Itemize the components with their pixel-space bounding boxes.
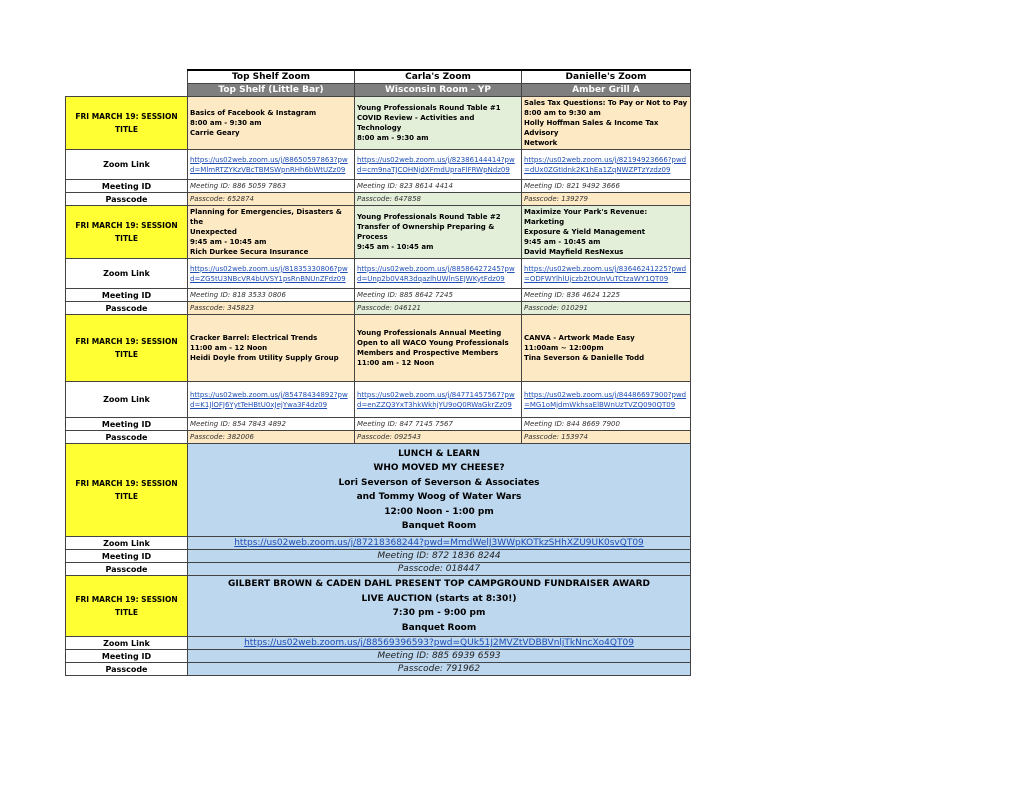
- session-3-talk-top-shelf: [188, 315, 355, 382]
- session-title-label: FRI MARCH 19: SESSION TITLE: [66, 206, 188, 259]
- talk-line: 8:00 am - 9:30 am: [190, 119, 262, 127]
- passcode-s2-amber-grill: Passcode: 010291: [522, 302, 691, 315]
- talk-line: Young Professionals Round Table #1: [357, 104, 501, 112]
- talk-line: Rich Durkee Secura Insurance: [190, 248, 309, 256]
- meeting-id-s3-wisconsin: Meeting ID: 847 7145 7567: [355, 418, 522, 431]
- meeting-id-s1-top-shelf: Meeting ID: 886 5059 7863: [188, 180, 355, 193]
- zoom-link-s1-top-shelf[interactable]: https://us02web.zoom.us/j/88650597863?pwd=MlmRTZYKzVBcTBMSWpnRHh6bWtUZz09: [188, 150, 355, 180]
- lunch-line: Lori Severson of Severson & Associates: [338, 477, 540, 488]
- talk-line: Network: [524, 139, 558, 147]
- lunch-line: Banquet Room: [401, 521, 477, 531]
- talk-line: Transfer of Ownership Preparing & Process: [357, 223, 495, 241]
- zoom-link-label: Zoom Link: [66, 150, 188, 180]
- talk-line: 11:00 am - 12 Noon: [190, 344, 268, 352]
- zoom-link-label: Zoom Link: [66, 637, 188, 650]
- talk-line: Holly Hoffman Sales & Income Tax Advisory: [524, 119, 659, 137]
- passcode-s3-amber-grill: Passcode: 153974: [522, 431, 691, 444]
- auction-line: LIVE AUCTION (starts at 8:30!): [361, 593, 517, 604]
- session-1-talk-wisconsin: [355, 97, 522, 150]
- room-blank-cell: [66, 84, 188, 97]
- zoom-link-label: Zoom Link: [66, 382, 188, 418]
- session-title-label: FRI MARCH 19: SESSION TITLE: [66, 444, 188, 537]
- talk-line: CANVA - Artwork Made Easy: [524, 334, 635, 342]
- zoom-link-s2-amber-grill[interactable]: https://us02web.zoom.us/j/83646241225?pwd=ODFWYlhlUjczb2tOUnVuTCtzaWY1QT09: [522, 259, 691, 289]
- session-title-label: FRI MARCH 19: SESSION TITLE: [66, 315, 188, 382]
- lunch-zoom-link[interactable]: https://us02web.zoom.us/j/87218368244?pwd=MmdWelJ3WWpKOTkzSHhXZU9UK0svQT09: [188, 537, 691, 550]
- passcode-label: Passcode: [66, 193, 188, 206]
- meeting-id-label: Meeting ID: [66, 418, 188, 431]
- auction-passcode: Passcode: 791962: [188, 663, 691, 676]
- room-header-top-shelf: Top Shelf (Little Bar): [188, 84, 355, 97]
- lunch-line: and Tommy Woog of Water Wars: [356, 492, 522, 502]
- lunch-line: WHO MOVED MY CHEESE?: [373, 463, 505, 473]
- talk-line: 8:00 am to 9:30 am: [524, 109, 601, 117]
- auction-line: 7:30 pm - 9:00 pm: [392, 608, 486, 618]
- talk-line: Exposure & Yield Management: [524, 228, 646, 236]
- talk-line: 9:45 am - 10:45 am: [524, 238, 601, 246]
- passcode-s2-top-shelf: Passcode: 345823: [188, 302, 355, 315]
- zoom-link-s2-top-shelf[interactable]: https://us02web.zoom.us/j/81835330806?pwd=ZG5tU3NBcVR4bUVSY1psRnBNUnZFdz09: [188, 259, 355, 289]
- meeting-id-s3-top-shelf: Meeting ID: 854 7843 4892: [188, 418, 355, 431]
- talk-line: Planning for Emergencies, Disasters & the: [190, 208, 342, 226]
- meeting-id-s2-top-shelf: Meeting ID: 818 3533 0806: [188, 289, 355, 302]
- session-1-talk-top-shelf: [188, 97, 355, 150]
- talk-line: Tina Severson & Danielle Todd: [524, 354, 645, 362]
- talk-line: 9:45 am - 10:45 am: [190, 238, 267, 246]
- meeting-id-s2-amber-grill: Meeting ID: 836 4624 1225: [522, 289, 691, 302]
- talk-line: Carrie Geary: [190, 129, 240, 137]
- meeting-id-s1-wisconsin: Meeting ID: 823 8614 4414: [355, 180, 522, 193]
- talk-line: Unexpected: [190, 228, 237, 236]
- talk-line: 9:45 am - 10:45 am: [357, 243, 434, 251]
- meeting-id-label: Meeting ID: [66, 550, 188, 563]
- meeting-id-s3-amber-grill: Meeting ID: 844 8669 7900: [522, 418, 691, 431]
- passcode-label: Passcode: [66, 663, 188, 676]
- meeting-id-s2-wisconsin: Meeting ID: 885 8642 7245: [355, 289, 522, 302]
- passcode-s3-top-shelf: Passcode: 382006: [188, 431, 355, 444]
- talk-line: Young Professionals Annual Meeting: [357, 329, 502, 337]
- passcode-s1-top-shelf: Passcode: 652874: [188, 193, 355, 206]
- auction-line: GILBERT BROWN & CADEN DAHL PRESENT TOP CAMPGROUND FUNDRAISER AWARD: [228, 579, 650, 589]
- auction-block: [188, 576, 691, 637]
- passcode-label: Passcode: [66, 431, 188, 444]
- zoom-link-label: Zoom Link: [66, 537, 188, 550]
- zoom-header-danielle: Danielle's Zoom: [522, 70, 691, 84]
- lunch-line: LUNCH & LEARN: [398, 448, 480, 459]
- passcode-s2-wisconsin: Passcode: 046121: [355, 302, 522, 315]
- zoom-link-label: Zoom Link: [66, 259, 188, 289]
- session-1-talk-amber-grill: [522, 97, 691, 150]
- passcode-s1-wisconsin: Passcode: 647858: [355, 193, 522, 206]
- zoom-header-carla: Carla's Zoom: [355, 70, 522, 84]
- talk-line: Basics of Facebook & Instagram: [190, 109, 317, 117]
- meeting-id-label: Meeting ID: [66, 180, 188, 193]
- talk-line: Open to all WACO Young Professionals: [357, 339, 509, 347]
- zoom-link-s3-amber-grill[interactable]: https://us02web.zoom.us/j/84486697900?pwd=MG1oMjdmWkhsaElBWnUzTVZQ090QT09: [522, 382, 691, 418]
- lunch-meeting-id: Meeting ID: 872 1836 8244: [188, 550, 691, 563]
- lunch-and-learn-block: [188, 444, 691, 537]
- zoom-link-s2-wisconsin[interactable]: https://us02web.zoom.us/j/88586427245?pwd=Unp2b0V4R3dqazlhUWlnSEJWKytFdz09: [355, 259, 522, 289]
- talk-line: Maximize Your Park's Revenue: Marketing: [524, 208, 648, 226]
- session-3-talk-amber-grill: [522, 315, 691, 382]
- session-3-talk-wisconsin: [355, 315, 522, 382]
- session-2-talk-wisconsin: [355, 206, 522, 259]
- auction-zoom-link[interactable]: https://us02web.zoom.us/j/88569396593?pwd=QUk51J2MVZtVDBBVnljTkNncXo4QT09: [188, 637, 691, 650]
- talk-line: Members and Prospective Members: [357, 349, 499, 357]
- zoom-header-top-shelf: Top Shelf Zoom: [188, 70, 355, 84]
- passcode-label: Passcode: [66, 302, 188, 315]
- room-header-wisconsin: Wisconsin Room - YP: [355, 84, 522, 97]
- talk-line: Cracker Barrel: Electrical Trends: [190, 334, 318, 342]
- room-header-amber-grill: Amber Grill A: [522, 84, 691, 97]
- zoom-link-s3-top-shelf[interactable]: https://us02web.zoom.us/j/85478434892?pwd=K1JlOFJ6YytTeHBtU0xJejYwa3F4dz09: [188, 382, 355, 418]
- session-title-label: FRI MARCH 19: SESSION TITLE: [66, 576, 188, 637]
- talk-line: David Mayfield ResNexus: [524, 248, 624, 256]
- meeting-id-s1-amber-grill: Meeting ID: 821 9492 3666: [522, 180, 691, 193]
- zoom-link-s1-amber-grill[interactable]: https://us02web.zoom.us/j/82194923666?pwd=dUx0ZGtIdnk2K1hEa1ZqNWZPTzYzdz09: [522, 150, 691, 180]
- zoom-link-s1-wisconsin[interactable]: https://us02web.zoom.us/j/82386144414?pwd=cm9naTJCOHNjdXFmdUpraFlFRWpNdz09: [355, 150, 522, 180]
- lunch-line: 12:00 Noon - 1:00 pm: [384, 506, 494, 517]
- auction-line: Banquet Room: [401, 622, 477, 633]
- talk-line: 11:00am ~ 12:00pm: [524, 344, 604, 352]
- meeting-id-label: Meeting ID: [66, 650, 188, 663]
- auction-meeting-id: Meeting ID: 885 6939 6593: [188, 650, 691, 663]
- talk-line: Sales Tax Questions: To Pay or Not to Pay: [524, 99, 688, 107]
- session-2-talk-top-shelf: [188, 206, 355, 259]
- passcode-label: Passcode: [66, 563, 188, 576]
- passcode-s3-wisconsin: Passcode: 092543: [355, 431, 522, 444]
- session-title-label: FRI MARCH 19: SESSION TITLE: [66, 97, 188, 150]
- passcode-s1-amber-grill: Passcode: 139279: [522, 193, 691, 206]
- meeting-id-label: Meeting ID: [66, 289, 188, 302]
- talk-line: Heidi Doyle from Utility Supply Group: [190, 354, 339, 362]
- talk-line: Young Professionals Round Table #2: [357, 213, 501, 221]
- zoom-link-s3-wisconsin[interactable]: https://us02web.zoom.us/j/84771457567?pwd=enZZQ3YxT3hkWkhjYU9oQ0RWaGkrZz09: [355, 382, 522, 418]
- talk-line: COVID Review - Activities and Technology: [357, 114, 475, 132]
- lunch-passcode: Passcode: 018447: [188, 563, 691, 576]
- talk-line: 8:00 am - 9:30 am: [357, 134, 429, 142]
- talk-line: 11:00 am - 12 Noon: [357, 359, 435, 367]
- session-2-talk-amber-grill: [522, 206, 691, 259]
- header-blank-cell: [66, 70, 188, 84]
- schedule-table: [65, 69, 691, 676]
